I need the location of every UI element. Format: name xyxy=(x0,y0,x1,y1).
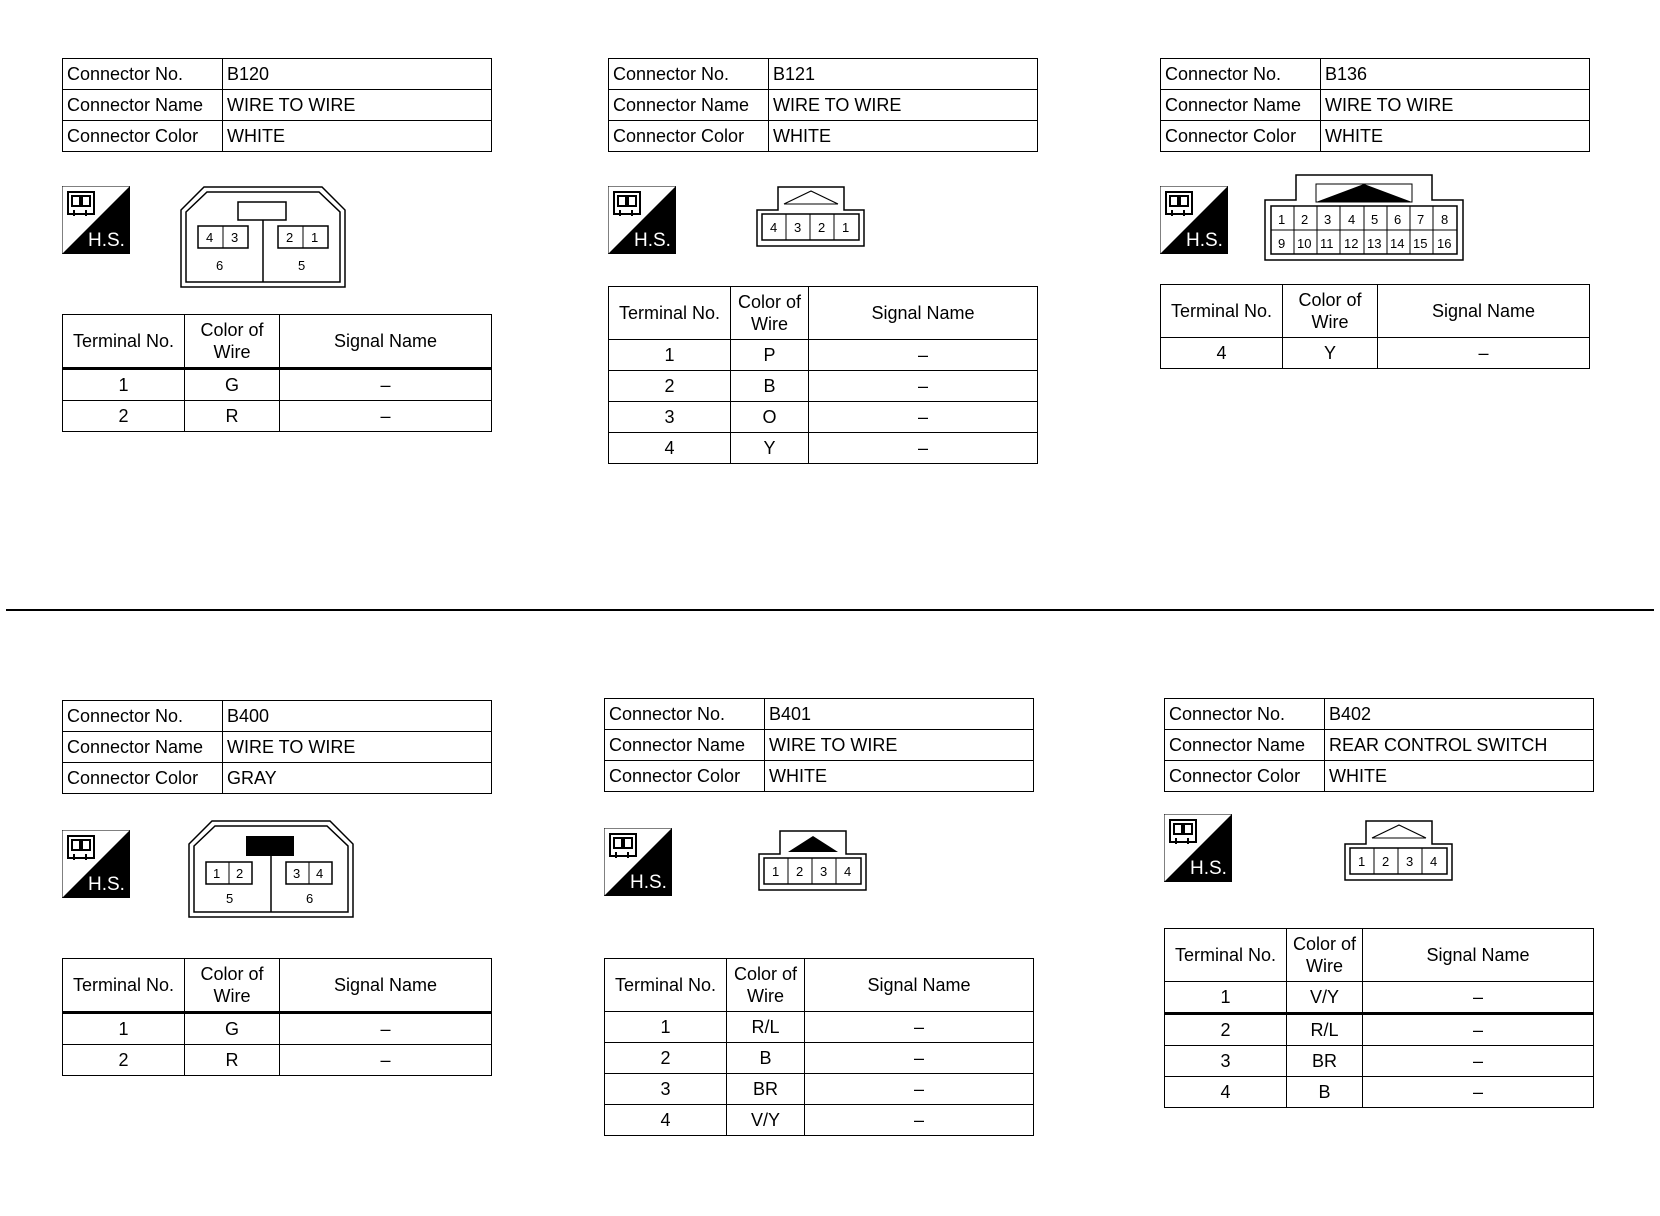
table-row: 1 G – xyxy=(63,1013,492,1045)
connector-info-table xyxy=(62,58,492,152)
section-divider xyxy=(6,609,1654,611)
label-connector-no: Connector No. xyxy=(1165,699,1325,730)
pin-label: 2 xyxy=(1382,854,1390,869)
pin-label: 1 xyxy=(311,230,319,245)
connector-face-diagram xyxy=(756,186,866,248)
label-connector-color: Connector Color xyxy=(63,763,223,794)
table-row: 4 V/Y – xyxy=(605,1105,1034,1136)
header-signal-name: Signal Name xyxy=(809,287,1038,340)
terminal-table xyxy=(1164,928,1594,1108)
pin-label: 2 xyxy=(796,864,804,879)
header-signal-name: Signal Name xyxy=(1363,929,1594,982)
label-connector-name: Connector Name xyxy=(1165,730,1325,761)
label-connector-name: Connector Name xyxy=(1161,90,1321,121)
pin-label: 4 xyxy=(844,864,852,879)
label-connector-color: Connector Color xyxy=(609,121,769,152)
pin-label: 8 xyxy=(1441,212,1449,227)
connector-name-value: WIRE TO WIRE xyxy=(765,730,1034,761)
connector-info-table xyxy=(62,700,492,794)
pin-label: 1 xyxy=(213,866,221,881)
connector-name-value: REAR CONTROL SWITCH xyxy=(1325,730,1594,761)
label-connector-no: Connector No. xyxy=(609,59,769,90)
pin-label: 1 xyxy=(1278,212,1286,227)
pin-label: 4 xyxy=(316,866,324,881)
table-row: 4 Y – xyxy=(1161,338,1590,369)
header-terminal-no: Terminal No. xyxy=(63,959,185,1013)
table-row: 2 R – xyxy=(63,1045,492,1076)
pin-label: 6 xyxy=(216,258,224,273)
connector-name-value: WIRE TO WIRE xyxy=(223,90,492,121)
connector-face-diagram xyxy=(758,830,868,892)
header-terminal-no: Terminal No. xyxy=(1165,929,1287,982)
connector-no-value: B121 xyxy=(769,59,1038,90)
connector-block-b401 xyxy=(604,698,1044,1130)
table-row: 1 G – xyxy=(63,369,492,401)
table-row: 2 R/L – xyxy=(1165,1014,1594,1046)
table-row: 3 BR – xyxy=(605,1074,1034,1105)
label-connector-color: Connector Color xyxy=(63,121,223,152)
table-row: 2 B – xyxy=(609,371,1038,402)
pin-label: 3 xyxy=(1406,854,1414,869)
connector-face-diagram xyxy=(188,820,354,918)
pin-label: 6 xyxy=(1394,212,1402,227)
connector-block-b120 xyxy=(62,58,502,426)
header-color-of-wire: Color of Wire xyxy=(185,315,280,369)
pin-label: 2 xyxy=(818,220,826,235)
header-color-of-wire: Color of Wire xyxy=(727,959,805,1012)
pin-label: 2 xyxy=(286,230,294,245)
harness-side-icon xyxy=(1164,814,1232,882)
connector-name-value: WIRE TO WIRE xyxy=(223,732,492,763)
label-connector-name: Connector Name xyxy=(63,90,223,121)
connector-info-table xyxy=(608,58,1038,152)
terminal-table xyxy=(62,958,492,1076)
header-signal-name: Signal Name xyxy=(1378,285,1590,338)
pin-label: 13 xyxy=(1367,236,1382,251)
connector-info-table xyxy=(1160,58,1590,152)
pin-label: 1 xyxy=(842,220,850,235)
pin-label: 14 xyxy=(1390,236,1405,251)
connector-block-b400 xyxy=(62,700,502,1070)
pin-label: 15 xyxy=(1413,236,1428,251)
connector-face-diagram xyxy=(1344,820,1454,882)
connector-name-value: WIRE TO WIRE xyxy=(1321,90,1590,121)
pin-label: 3 xyxy=(293,866,301,881)
connector-no-value: B136 xyxy=(1321,59,1590,90)
label-connector-name: Connector Name xyxy=(609,90,769,121)
pin-label: 3 xyxy=(794,220,802,235)
connector-block-b121 xyxy=(608,58,1048,458)
pin-label: 2 xyxy=(236,866,244,881)
header-terminal-no: Terminal No. xyxy=(605,959,727,1012)
pin-label: 4 xyxy=(1348,212,1356,227)
pin-label: 5 xyxy=(226,891,234,906)
connector-info-table xyxy=(604,698,1034,792)
terminal-table xyxy=(62,314,492,432)
pin-label: 4 xyxy=(206,230,214,245)
table-row: 3 O – xyxy=(609,402,1038,433)
header-terminal-no: Terminal No. xyxy=(609,287,731,340)
table-row: 2 R – xyxy=(63,401,492,432)
pin-label: 16 xyxy=(1437,236,1452,251)
pin-label: 5 xyxy=(1371,212,1379,227)
pin-label: 6 xyxy=(306,891,314,906)
connector-color-value: GRAY xyxy=(223,763,492,794)
terminal-table xyxy=(608,286,1038,464)
label-connector-color: Connector Color xyxy=(1161,121,1321,152)
connector-block-b136 xyxy=(1160,58,1600,363)
pin-label: 1 xyxy=(1358,854,1366,869)
header-color-of-wire: Color of Wire xyxy=(731,287,809,340)
connector-color-value: WHITE xyxy=(1321,121,1590,152)
harness-side-icon xyxy=(62,186,130,254)
connector-face-diagram xyxy=(1264,174,1464,262)
label-connector-name: Connector Name xyxy=(605,730,765,761)
connector-no-value: B402 xyxy=(1325,699,1594,730)
header-signal-name: Signal Name xyxy=(280,959,492,1013)
pin-label: 9 xyxy=(1278,236,1286,251)
table-row: 1 P – xyxy=(609,340,1038,371)
pin-label: 4 xyxy=(1430,854,1438,869)
table-row: 3 BR – xyxy=(1165,1046,1594,1077)
table-row: 4 Y – xyxy=(609,433,1038,464)
pin-label: 5 xyxy=(298,258,306,273)
label-connector-color: Connector Color xyxy=(1165,761,1325,792)
hs-label: H.S. xyxy=(1186,230,1223,251)
connector-info-table xyxy=(1164,698,1594,792)
label-connector-no: Connector No. xyxy=(63,59,223,90)
connector-color-value: WHITE xyxy=(765,761,1034,792)
connector-no-value: B400 xyxy=(223,701,492,732)
hs-label: H.S. xyxy=(630,872,667,893)
pin-label: 7 xyxy=(1417,212,1425,227)
hs-label: H.S. xyxy=(1190,858,1227,879)
table-row: 2 B – xyxy=(605,1043,1034,1074)
hs-label: H.S. xyxy=(88,230,125,251)
pin-label: 11 xyxy=(1320,236,1334,251)
pin-label: 10 xyxy=(1297,236,1312,251)
terminal-table xyxy=(604,958,1034,1136)
connector-color-value: WHITE xyxy=(1325,761,1594,792)
header-color-of-wire: Color of Wire xyxy=(1283,285,1378,338)
connector-no-value: B401 xyxy=(765,699,1034,730)
label-connector-color: Connector Color xyxy=(605,761,765,792)
connector-color-value: WHITE xyxy=(769,121,1038,152)
table-row: 4 B – xyxy=(1165,1077,1594,1108)
header-color-of-wire: Color of Wire xyxy=(1287,929,1363,982)
pin-label: 3 xyxy=(820,864,828,879)
harness-side-icon xyxy=(62,830,130,898)
table-row: 1 R/L – xyxy=(605,1012,1034,1043)
pin-label: 3 xyxy=(1324,212,1332,227)
label-connector-no: Connector No. xyxy=(1161,59,1321,90)
hs-label: H.S. xyxy=(634,230,671,251)
pin-label: 2 xyxy=(1301,212,1309,227)
label-connector-no: Connector No. xyxy=(63,701,223,732)
harness-side-icon xyxy=(608,186,676,254)
pin-label: 4 xyxy=(770,220,778,235)
label-connector-name: Connector Name xyxy=(63,732,223,763)
label-connector-no: Connector No. xyxy=(605,699,765,730)
header-terminal-no: Terminal No. xyxy=(1161,285,1283,338)
connector-color-value: WHITE xyxy=(223,121,492,152)
connector-name-value: WIRE TO WIRE xyxy=(769,90,1038,121)
header-signal-name: Signal Name xyxy=(280,315,492,369)
connector-face-diagram xyxy=(180,186,346,288)
header-color-of-wire: Color of Wire xyxy=(185,959,280,1013)
harness-side-icon xyxy=(604,828,672,896)
harness-side-icon xyxy=(1160,186,1228,254)
terminal-table xyxy=(1160,284,1590,369)
header-terminal-no: Terminal No. xyxy=(63,315,185,369)
connector-no-value: B120 xyxy=(223,59,492,90)
connector-block-b402 xyxy=(1164,698,1604,1102)
pin-label: 12 xyxy=(1344,236,1359,251)
header-signal-name: Signal Name xyxy=(805,959,1034,1012)
table-row: 1 V/Y – xyxy=(1165,982,1594,1014)
pin-label: 3 xyxy=(231,230,239,245)
pin-label: 1 xyxy=(772,864,780,879)
hs-label: H.S. xyxy=(88,874,125,895)
